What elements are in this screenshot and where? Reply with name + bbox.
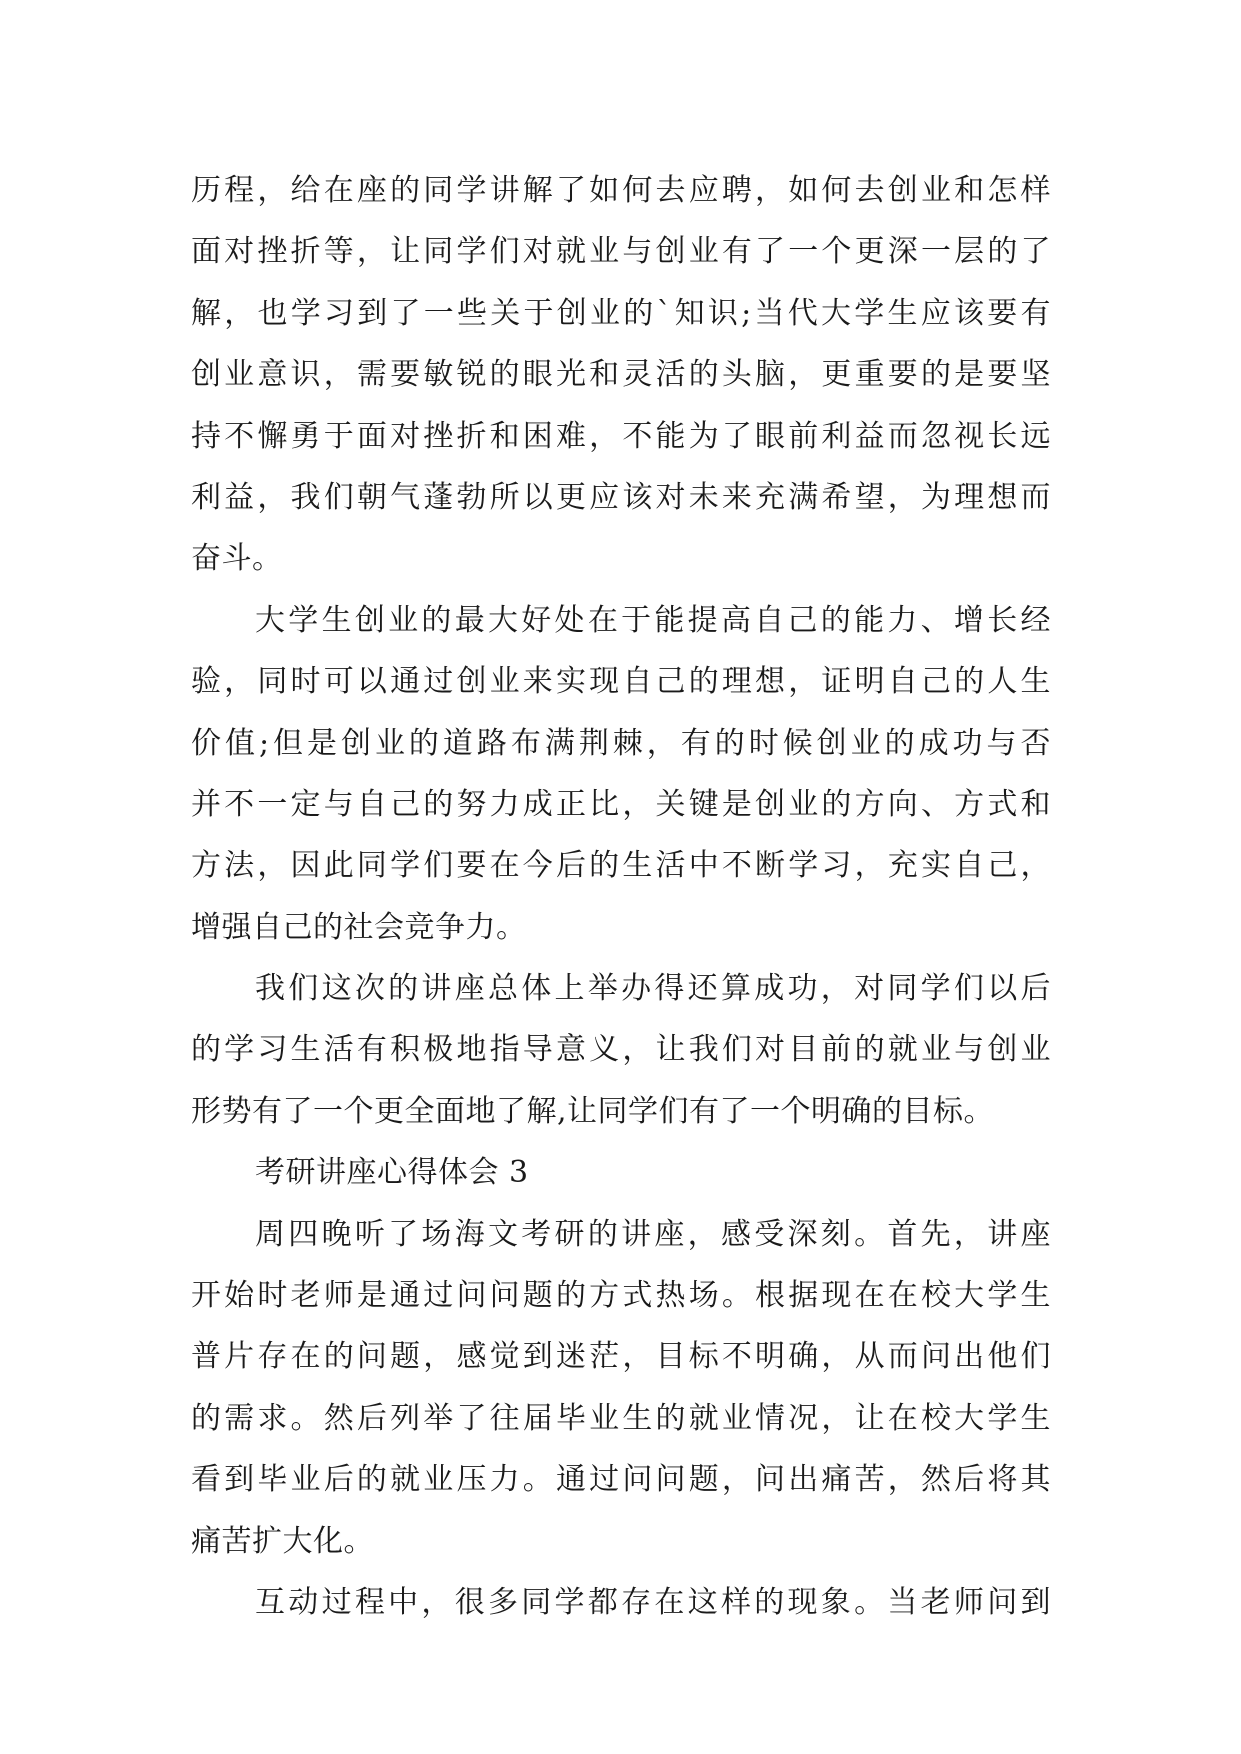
text-line: 创业意识，需要敏锐的眼光和灵活的头脑，更重要的是要坚 xyxy=(191,357,1051,393)
paragraph-first-line: 互动过程中，很多同学都存在这样的现象。当老师问到 xyxy=(255,1584,1051,1620)
text-line: 奋斗。 xyxy=(191,541,283,577)
text-line: 并不一定与自己的努力成正比，关键是创业的方向、方式和 xyxy=(191,786,1051,822)
text-line: 增强自己的社会竞争力。 xyxy=(191,909,527,945)
text-line: 开始时老师是通过问问题的方式热场。根据现在在校大学生 xyxy=(191,1278,1051,1314)
text-line: 形势有了一个更全面地了解,让同学们有了一个明确的目标。 xyxy=(191,1093,995,1129)
text-line: 痛苦扩大化。 xyxy=(191,1523,374,1559)
text-line: 方法，因此同学们要在今后的生活中不断学习，充实自己， xyxy=(191,848,1051,884)
text-line: 历程，给在座的同学讲解了如何去应聘，如何去创业和怎样 xyxy=(191,173,1051,208)
text-line: 解，也学习到了一些关于创业的`知识;当代大学生应该要有 xyxy=(191,295,1051,331)
paragraph-first-line: 周四晚听了场海文考研的讲座，感受深刻。首先，讲座 xyxy=(255,1216,1051,1252)
section-heading: 考研讲座心得体会 3 xyxy=(255,1155,529,1191)
text-line: 持不懈勇于面对挫折和困难，不能为了眼前利益而忽视长远 xyxy=(191,418,1051,454)
text-line: 验，同时可以通过创业来实现自己的理想，证明自己的人生 xyxy=(191,664,1051,700)
text-line: 价值;但是创业的道路布满荆棘，有的时候创业的成功与否 xyxy=(191,725,1051,761)
paragraph-first-line: 我们这次的讲座总体上举办得还算成功，对同学们以后 xyxy=(255,971,1051,1007)
text-line: 面对挫折等，让同学们对就业与创业有了一个更深一层的了 xyxy=(191,234,1051,270)
paragraph-first-line: 大学生创业的最大好处在于能提高自己的能力、增长经 xyxy=(255,602,1051,638)
document-body xyxy=(191,160,1051,1633)
text-line: 的需求。然后列举了往届毕业生的就业情况，让在校大学生 xyxy=(191,1400,1051,1436)
text-line: 利益，我们朝气蓬勃所以更应该对未来充满希望，为理想而 xyxy=(191,479,1051,515)
text-line: 的学习生活有积极地指导意义，让我们对目前的就业与创业 xyxy=(191,1032,1051,1068)
text-line: 看到毕业后的就业压力。通过问问题，问出痛苦，然后将其 xyxy=(191,1462,1051,1498)
text-line: 普片存在的问题，感觉到迷茫，目标不明确，从而问出他们 xyxy=(191,1339,1051,1375)
